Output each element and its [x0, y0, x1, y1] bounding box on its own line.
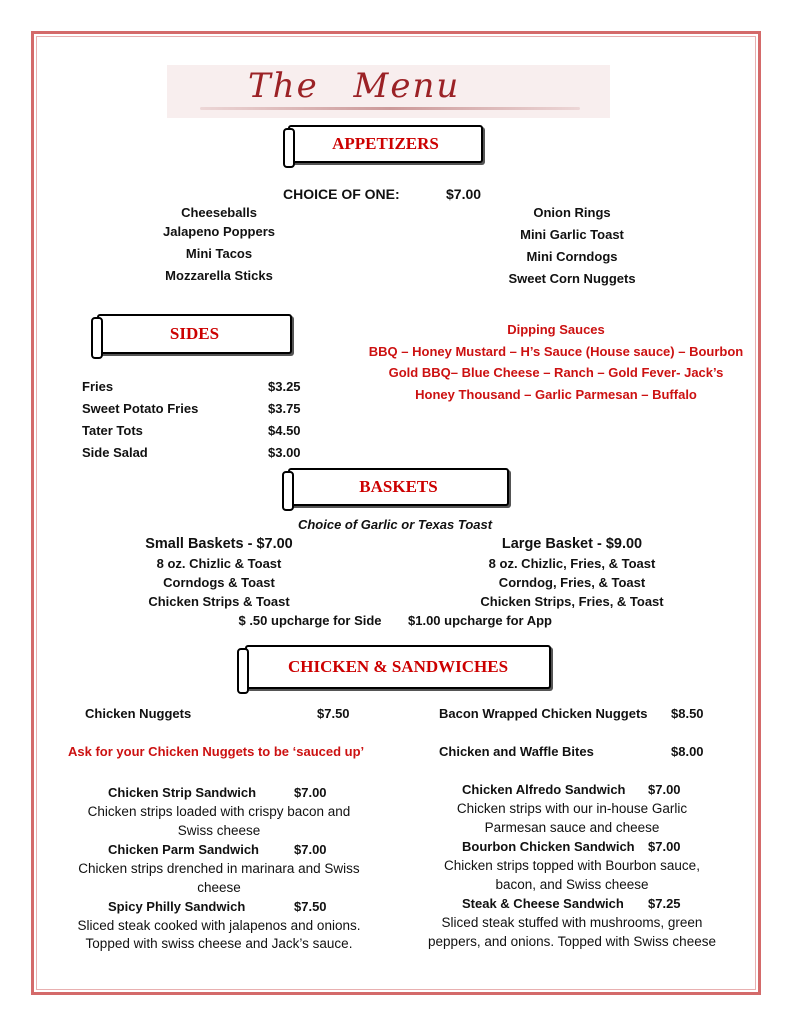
sandwich-name: Chicken Parm Sandwich — [108, 842, 259, 857]
basket-item: 8 oz. Chizlic, Fries, & Toast — [488, 556, 656, 571]
sauces-heading: Dipping Sauces — [507, 322, 605, 337]
small-basket-title: Small Baskets - $7.00 — [145, 536, 293, 552]
appetizer-item: Sweet Corn Nuggets — [508, 271, 636, 286]
chicken-banner — [245, 645, 551, 689]
basket-item: Corndogs & Toast — [163, 575, 275, 590]
sandwich-price: $7.00 — [294, 842, 327, 857]
waffle-price: $8.00 — [671, 744, 704, 759]
scroll-curl-icon — [237, 648, 249, 694]
side-name: Tater Tots — [82, 423, 143, 438]
waffle-name: Chicken and Waffle Bites — [439, 744, 594, 759]
appetizer-item: Mini Corndogs — [526, 249, 618, 264]
sides-heading: SIDES — [169, 324, 220, 343]
baskets-banner — [288, 468, 509, 506]
side-name: Sweet Potato Fries — [82, 401, 199, 416]
sides-banner — [97, 314, 292, 354]
sandwich-desc: Chicken strips drenched in marinara and Swiss — [78, 861, 360, 876]
appetizer-item: Mini Tacos — [185, 246, 253, 261]
side-price: $3.75 — [268, 401, 301, 416]
side-name: Fries — [82, 379, 114, 394]
appetizer-item: Cheeseballs — [181, 205, 257, 220]
nuggets-name: Chicken Nuggets — [85, 706, 192, 721]
basket-item: Chicken Strips, Fries, & Toast — [480, 594, 664, 609]
sandwich-price: $7.00 — [648, 782, 681, 797]
basket-item: Corndog, Fries, & Toast — [498, 575, 646, 590]
sandwich-desc: bacon, and Swiss cheese — [495, 877, 649, 892]
sandwich-name: Chicken Strip Sandwich — [108, 785, 257, 800]
scroll-curl-icon — [282, 471, 294, 511]
title-underline — [200, 107, 580, 110]
sandwich-price: $7.25 — [648, 896, 681, 911]
side-price: $3.25 — [268, 379, 301, 394]
sandwich-desc: cheese — [197, 880, 241, 895]
scroll-curl-icon — [283, 128, 295, 168]
sandwich-name: Bourbon Chicken Sandwich — [462, 839, 635, 854]
sandwich-price: $7.00 — [294, 785, 327, 800]
sauce-line: Gold BBQ– Blue Cheese – Ranch – Gold Fever- Jack’s — [388, 365, 724, 380]
sauce-line: Honey Thousand – Garlic Parmesan – Buffalo — [415, 387, 697, 402]
appetizer-item: Mozzarella Sticks — [165, 268, 273, 283]
bacon-nuggets-name: Bacon Wrapped Chicken Nuggets — [439, 706, 648, 721]
sandwich-price: $7.50 — [294, 899, 327, 914]
sauced-note: Ask for your Chicken Nuggets to be ‘sauced up’ — [68, 744, 365, 759]
sandwich-name: Steak & Cheese Sandwich — [462, 896, 624, 911]
baskets-heading: BASKETS — [359, 477, 438, 496]
side-name: Side Salad — [82, 445, 148, 460]
appetizer-item: Mini Garlic Toast — [520, 227, 624, 242]
bacon-nuggets-price: $8.50 — [671, 706, 704, 721]
upcharge-app: $1.00 upcharge for App — [408, 613, 552, 628]
appetizers-banner — [288, 125, 483, 163]
sandwich-desc: Chicken strips with our in-house Garlic — [456, 801, 688, 816]
sandwich-price: $7.00 — [648, 839, 681, 854]
sandwich-name: Chicken Alfredo Sandwich — [462, 782, 626, 797]
appetizers-heading: APPETIZERS — [332, 134, 439, 153]
sandwich-desc: Sliced steak cooked with jalapenos and onions. — [77, 918, 361, 933]
sauce-line: BBQ – Honey Mustard – H’s Sauce (House sauce) – Bourbon — [368, 344, 744, 359]
sandwich-desc: Topped with swiss cheese and Jack’s sauce. — [85, 936, 353, 951]
sandwich-desc: Parmesan sauce and cheese — [484, 820, 660, 835]
basket-item: 8 oz. Chizlic & Toast — [156, 556, 282, 571]
side-price: $4.50 — [268, 423, 301, 438]
sandwich-desc: Sliced steak stuffed with mushrooms, green — [441, 915, 703, 930]
chicken-heading: CHICKEN & SANDWICHES — [287, 657, 509, 676]
scroll-curl-icon — [91, 317, 103, 359]
choice-price: $7.00 — [446, 186, 482, 202]
sandwich-desc: Swiss cheese — [177, 823, 261, 838]
appetizer-item: Onion Rings — [533, 205, 611, 220]
sandwich-desc: peppers, and onions. Topped with Swiss cheese — [428, 934, 716, 949]
basket-item: Chicken Strips & Toast — [148, 594, 290, 609]
large-basket-title: Large Basket - $9.00 — [501, 536, 643, 552]
menu-title: The Menu — [248, 66, 461, 106]
upcharge-side: $ .50 upcharge for Side — [238, 613, 382, 628]
sandwich-name: Spicy Philly Sandwich — [108, 899, 246, 914]
side-price: $3.00 — [268, 445, 301, 460]
choice-label: CHOICE OF ONE: — [283, 186, 400, 202]
appetizer-item: Jalapeno Poppers — [163, 224, 275, 239]
sandwich-desc: Chicken strips loaded with crispy bacon and — [87, 804, 351, 819]
baskets-subtitle: Choice of Garlic or Texas Toast — [297, 517, 493, 532]
sandwich-desc: Chicken strips topped with Bourbon sauce, — [444, 858, 700, 873]
nuggets-price: $7.50 — [317, 706, 350, 721]
